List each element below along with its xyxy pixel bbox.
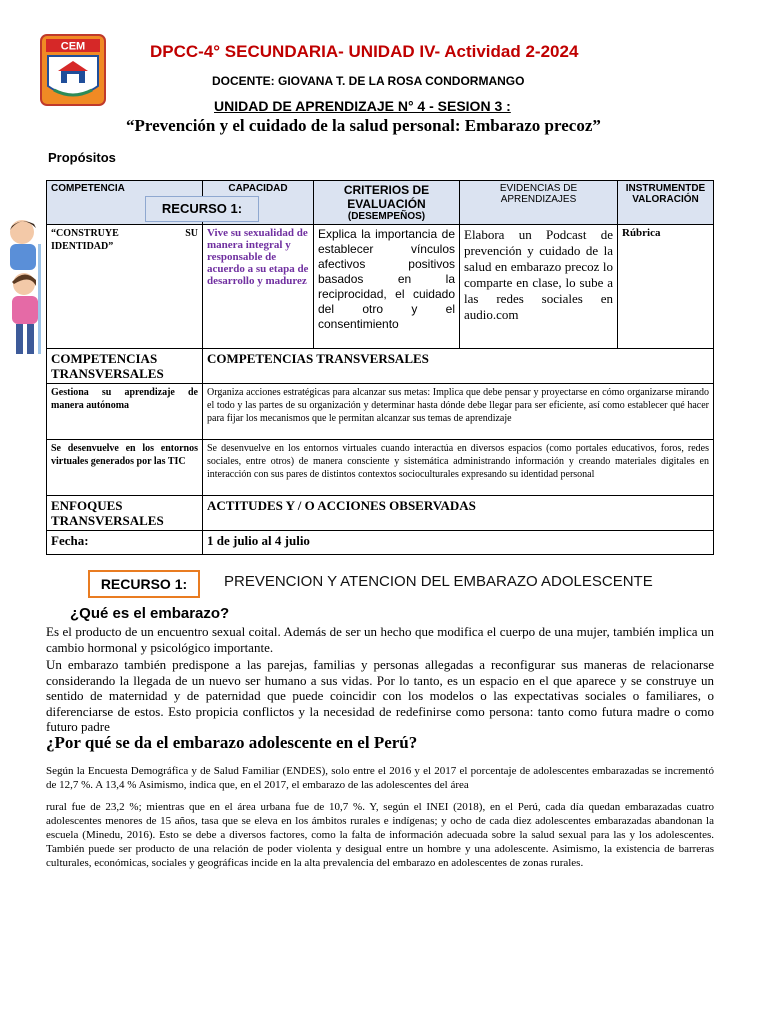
table-row-fecha [47,531,714,555]
table-row-transversales [47,349,714,384]
teacher-name: DOCENTE: GIOVANA T. DE LA ROSA CONDORMANGO [212,74,525,88]
cell-enfoques-right: ACTITUDES Y / O ACCIONES OBSERVADAS [203,496,714,531]
criterios-subtitle: (DESEMPEÑOS) [347,211,426,222]
section-title: PREVENCION Y ATENCION DEL EMBARAZO ADOLESCENTE [224,573,653,590]
question-heading-1: ¿Qué es el embarazo? [70,605,230,622]
cell-gestiona-right: Organiza acciones estratégicas para alcanzar sus metas: Implica que debe pensar y proyectarse en cómo organizarse mirando el todo y las partes de su organización y determinar hasta dónde debe llegar para ser eficiente, así como establecer qué hacer para fijar los mecanismos que le permitan alcanzar sus temas de aprendizaje [203,384,714,440]
cell-enfoques-left: ENFOQUES TRANSVERSALES [47,496,203,531]
cell-criterios: Explica la importancia de establecer vínculos afectivos positivos basados en la reciprocidad, el cuidado del otro y el consentimiento [314,225,460,349]
header-instrumento: INSTRUMENTDE VALORACIÓN [618,181,714,225]
cell-gestiona-left: Gestiona su aprendizaje de manera autónoma [47,384,203,440]
cell-transversales-left: COMPETENCIAS TRANSVERSALES [47,349,203,384]
school-logo [40,34,106,106]
competencies-table [46,180,714,555]
logo-text: CEM [60,40,86,53]
recurso-badge: RECURSO 1: [88,570,200,598]
cell-instrumento: Rúbrica [618,225,714,349]
cell-fecha-left: Fecha: [47,531,203,555]
cell-evidencias: Elabora un Podcast de prevención y cuidado de la salud en embarazo precoz lo comparte en clase, lo sube a las redes sociales en audio.com [460,225,618,349]
cell-fecha-right: 1 de julio al 4 julio [203,531,714,555]
unit-heading: UNIDAD DE APRENDIZAJE N° 4 - SESION 3 : [214,98,511,114]
cell-tic-left: Se desenvuelve en los entornos virtuales generados por las TIC [47,440,203,496]
paragraph-block-1 [46,624,714,737]
table-row-tic [47,440,714,496]
header-criterios [314,181,460,225]
header-evidencias: EVIDENCIAS DE APRENDIZAJES [460,181,618,225]
session-subtitle: “Prevención y el cuidado de la salud personal: Embarazo precoz” [126,116,601,135]
paragraph-1: Es el producto de un encuentro sexual coital. Además de ser un hecho que modifica el cuerpo de una mujer, también implica un cambio hormonal y psicológico importante. [46,624,714,655]
cell-tic-right: Se desenvuelve en los entornos virtuales cuando interactúa en diversos espacios (como portales educativos, foros, redes sociales, entre otros) de manera consciente y sistemática administrando información y creando materiales digitales en interacción con sus pares de distintos contextos socioculturales expresando su identidad personal [203,440,714,496]
table-row-identidad [47,225,714,349]
header-capacidad: CAPACIDAD [203,181,314,225]
paragraph-2: Un embarazo también predispone a las parejas, familias y personas allegadas a reconfigurar sus maneras de relacionarse considerando la llegada de un nuevo ser humano a sus vidas. Por lo tanto, es un espacio en el que aparece y se construye un sentido de maternidad y de paternidad que puede coincidir con los modelos o las expectativas sociales o familiares, o diferenciarse de estos. Esto propicia conflictos y la necesidad de redefinirse como persona: tanto como futura madre o como futuro padre [46,657,714,734]
table-row-enfoques [47,496,714,531]
paragraph-4: rural fue de 23,2 %; mientras que en el área urbana fue de 10,7 %. Y, según el INEI (2018), en el Perú, cada día quedan embarazadas cuatro adolescentes menores de 15 años, tasa que se eleva en los ámbitos rurales e indígenas; y ocho de cada diez adolescentes embarazadas abandonan la escuela (Minedu, 2016). Esto se debe a diversos factores, como la falta de información adecuada sobre la salud sexual para las y los adolescentes. También puede ser producto de una relación de poder violenta y desigual entre un hombre y una adolescente. Asimismo, la existencia de barreras culturales, económicas, sociales y geográficas incide en la alta prevalencia del embarazo en adolescentes de zonas rurales. [46,801,714,869]
purposes-heading: Propósitos [48,150,116,165]
cell-competencia: “CONSTRUYE SU IDENTIDAD” [47,225,203,349]
question-heading-2: ¿Por qué se da el embarazo adolescente en el Perú? [46,733,418,752]
cell-transversales-right: COMPETENCIAS TRANSVERSALES [203,349,714,384]
table-row-gestiona [47,384,714,440]
paragraph-3: Según la Encuesta Demográfica y de Salud Familiar (ENDES), solo entre el 2016 y el 2017 el porcentaje de adolescentes embarazadas se incrementó de 12,7 %. A 13,4 % Asimismo, indica que, en el 2017, el embarazo de las adolescentes del área [46,765,714,791]
header-competencia: COMPETENCIA [47,181,203,225]
criterios-title: CRITERIOS DE EVALUACIÓN [343,183,430,211]
cell-capacidad: Vive su sexualidad de manera integral y responsable de acuerdo a su etapa de desarrollo y madurez [203,225,314,349]
page-title: DPCC-4° SECUNDARIA- UNIDAD IV- Actividad 2-2024 [150,42,579,61]
recurso-badge-table: RECURSO 1: [145,196,259,222]
kids-illustration [0,214,46,364]
